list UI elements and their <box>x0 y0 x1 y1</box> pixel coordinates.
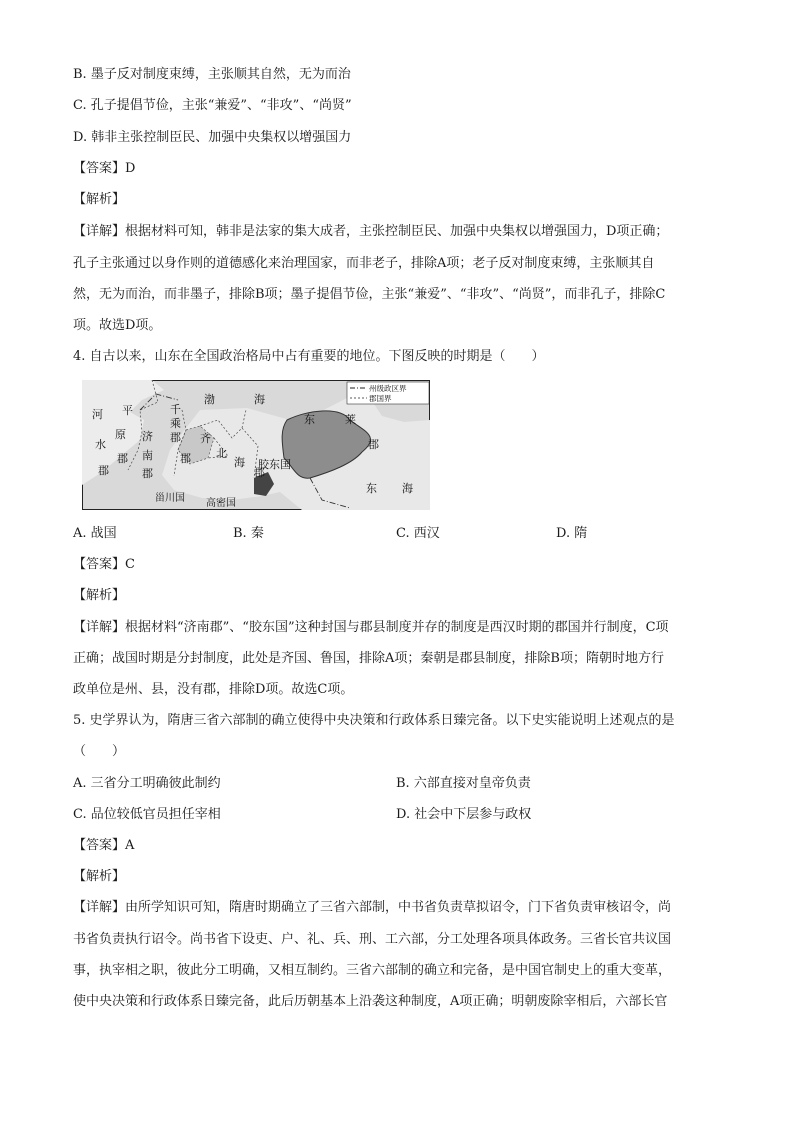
label-zichuan: 甾川国 <box>155 493 185 504</box>
label-nan: 南 <box>142 449 153 462</box>
label-hai-sea: 海 <box>402 482 413 495</box>
label-jun-qi: 郡 <box>180 452 191 465</box>
han-shandong-map <box>82 380 430 510</box>
q4-detail-line-3: 政单位是州、县，没有郡，排除D项。故选C项。 <box>73 682 354 697</box>
label-qian: 千 <box>170 403 181 416</box>
legend-commandery-label: 郡国界 <box>369 394 392 403</box>
q5-option-a: A. 三省分工明确彼此制约 <box>73 776 221 791</box>
q5-detail-line-4: 使中央决策和行政体系日臻完备，此后历朝基本上沿袭这种制度，A项正确；明朝废除宰相后，六部长官 <box>73 994 668 1009</box>
q4-option-c: C. 西汉 <box>396 526 440 541</box>
label-bo: 渤 <box>204 393 215 406</box>
q4-answer: 【答案】C <box>73 557 135 572</box>
q4-stem: 4. 自古以来，山东在全国政治格局中占有重要的地位。下图反映的时期是（ ） <box>73 349 545 364</box>
q3-detail-line-4: 项。故选D项。 <box>73 318 162 333</box>
q4-detail-line-1: 【详解】根据材料“济南郡”、“胶东国”这种封国与郡县制度并存的制度是西汉时期的郡国并行制度，C项 <box>73 620 669 635</box>
q3-answer: 【答案】D <box>73 161 136 176</box>
q3-option-b: B. 墨子反对制度束缚，主张顺其自然，无为而治 <box>73 67 351 82</box>
q3-option-d: D. 韩非主张控制臣民、加强中央集权以增强国力 <box>73 130 352 145</box>
label-jun-donglai: 郡 <box>368 438 379 451</box>
q4-option-b: B. 秦 <box>233 526 264 541</box>
q3-detail-line-1: 【详解】根据材料可知，韩非是法家的集大成者，主张控制臣民、加强中央集权以增强国力，D项正确； <box>73 224 669 239</box>
q3-detail-line-3: 然，无为而治，而非墨子，排除B项；墨子提倡节俭，主张“兼爱”、“非攻”、“尚贤”，而非孔子，排除C <box>73 287 666 302</box>
q5-answer: 【答案】A <box>73 838 135 853</box>
q5-option-b: B. 六部直接对皇帝负责 <box>396 776 531 791</box>
label-hai-bei: 海 <box>234 456 245 469</box>
label-jiaodong: 胶东国 <box>258 458 291 471</box>
q5-detail-line-3: 事，执宰相之职，彼此分工明确，又相互制约。三省六部制的确立和完备，是中国官制史上的重大变革， <box>73 963 672 978</box>
label-lai: 莱 <box>345 413 356 426</box>
label-dong: 东 <box>304 413 315 426</box>
label-jun-left: 郡 <box>98 464 109 477</box>
q4-option-d: D. 隋 <box>556 526 588 541</box>
label-bei: 北 <box>216 447 227 460</box>
q3-detail-line-2: 孔子主张通过以身作则的道德感化来治理国家，而非老子，排除A项；老子反对制度束缚，主张顺其自 <box>73 256 655 271</box>
label-yuan: 原 <box>115 428 126 441</box>
q5-detail-line-1: 【详解】由所学知识可知，隋唐时期确立了三省六部制，中书省负责草拟诏令，门下省负责审核诏令，尚 <box>73 900 672 915</box>
q3-analysis: 【解析】 <box>73 192 126 207</box>
label-he: 河 <box>92 408 103 421</box>
label-hai-bo: 海 <box>254 393 265 406</box>
q4-analysis: 【解析】 <box>73 588 126 603</box>
q3-option-c: C. 孔子提倡节俭，主张“兼爱”、“非攻”、“尚贤” <box>73 98 352 113</box>
q4-detail-line-2: 正确；战国时期是分封制度，此处是齐国、鲁国，排除A项；秦朝是郡县制度，排除B项；隋朝时地方行 <box>73 651 664 666</box>
label-sheng: 乘 <box>170 417 181 430</box>
label-jun-jinan: 郡 <box>142 467 153 480</box>
q4-option-a: A. 战国 <box>73 526 117 541</box>
q5-analysis: 【解析】 <box>73 869 126 884</box>
q5-stem-line-2: （ ） <box>73 744 126 759</box>
label-jun-beihai: 郡 <box>254 466 265 479</box>
label-gaomi: 高密国 <box>206 498 236 509</box>
label-dong-sea: 东 <box>366 482 377 495</box>
label-jun-pingyuan: 郡 <box>117 452 128 465</box>
label-jun-qiansheng: 郡 <box>170 431 181 444</box>
label-shui: 水 <box>95 438 106 451</box>
label-qi: 齐 <box>200 432 211 445</box>
q5-option-c: C. 品位较低官员担任宰相 <box>73 807 221 822</box>
q5-detail-line-2: 书省负责执行诏令。尚书省下设吏、户、礼、兵、刑、工六部，分工处理各项具体政务。三省长官共议国 <box>73 932 672 947</box>
q5-stem-line-1: 5. 史学界认为，隋唐三省六部制的确立使得中央决策和行政体系日臻完备。以下史实能说明上述观点的是 <box>73 713 675 728</box>
label-ping: 平 <box>122 404 133 417</box>
label-ji: 济 <box>142 430 153 443</box>
legend-state-label: 州级政区界 <box>369 384 407 393</box>
q5-option-d: D. 社会中下层参与政权 <box>396 807 532 822</box>
